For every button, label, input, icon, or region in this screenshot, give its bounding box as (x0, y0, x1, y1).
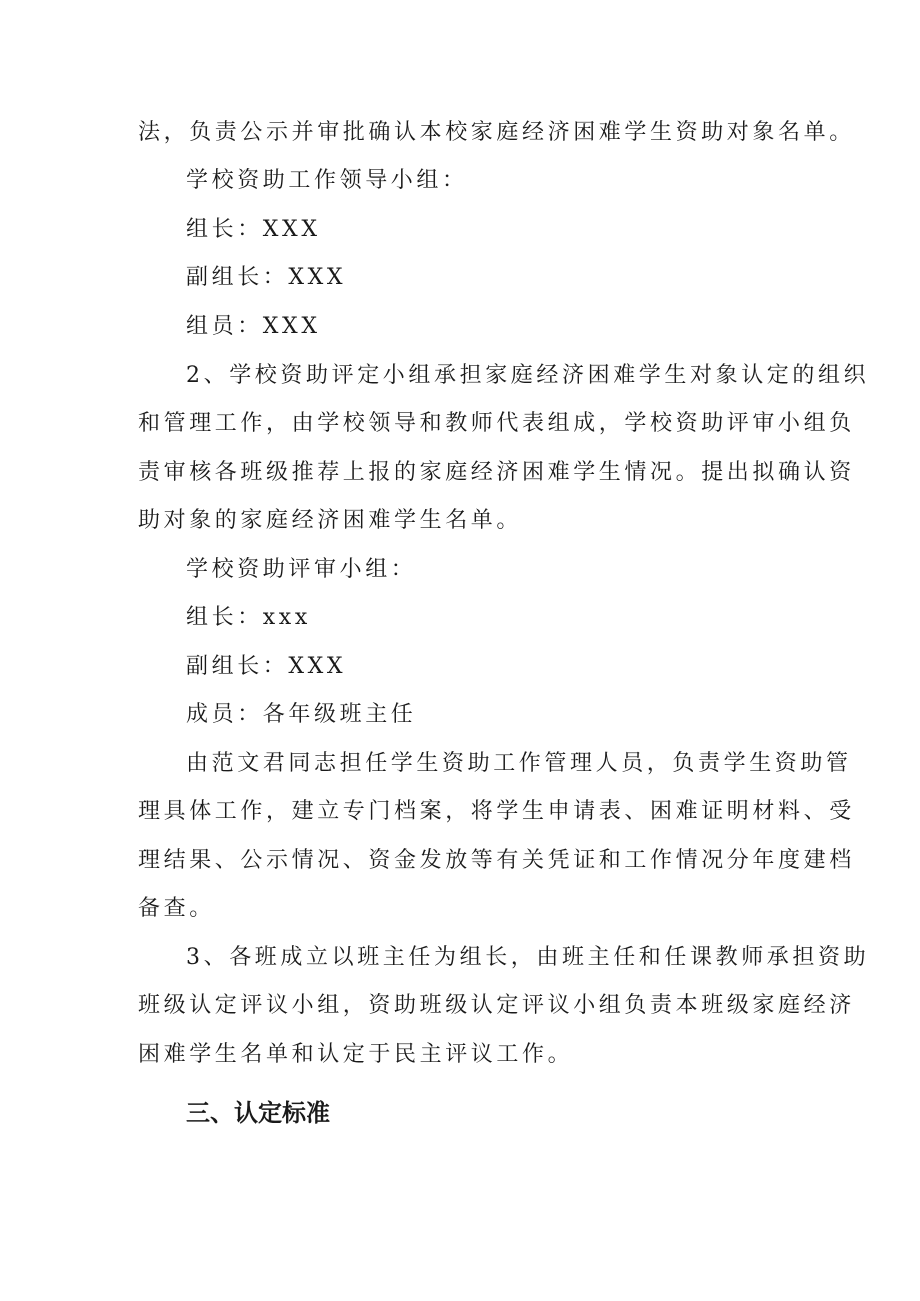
paragraph-line: 和管理工作，由学校领导和教师代表组成，学校资助评审小组负 (138, 411, 855, 436)
leader-line: 组长：XXX (186, 217, 321, 242)
paragraph-line: 2、学校资助评定小组承担家庭经济困难学生对象认定的组织 (186, 363, 870, 388)
member-line: 组员：XXX (186, 314, 321, 339)
paragraph-line: 法，负责公示并审批确认本校家庭经济困难学生资助对象名单。 (138, 120, 855, 145)
leadership-group-title: 学校资助工作领导小组： (186, 168, 468, 193)
leader-line: 组长：xxx (186, 605, 311, 630)
paragraph-line: 理结果、公示情况、资金发放等有关凭证和工作情况分年度建档 (138, 848, 855, 873)
paragraph-line: 班级认定评议小组，资助班级认定评议小组负责本班级家庭经济 (138, 993, 855, 1018)
paragraph-line: 理具体工作，建立专门档案，将学生申请表、困难证明材料、受 (138, 799, 855, 824)
review-group-title: 学校资助评审小组： (186, 557, 417, 582)
deputy-leader-line: 副组长：XXX (186, 265, 347, 290)
paragraph-line: 3、各班成立以班主任为组长，由班主任和任课教师承担资助 (186, 945, 870, 970)
paragraph-line: 困难学生名单和认定于民主评议工作。 (138, 1042, 574, 1067)
member-line: 成员：各年级班主任 (186, 702, 417, 727)
paragraph-line: 责审核各班级推荐上报的家庭经济困难学生情况。提出拟确认资 (138, 460, 855, 485)
section-heading: 三、认定标准 (186, 1099, 330, 1127)
paragraph-line: 由范文君同志担任学生资助工作管理人员，负责学生资助管 (186, 751, 852, 776)
paragraph-line: 助对象的家庭经济困难学生名单。 (138, 508, 523, 533)
paragraph-line: 备查。 (138, 896, 215, 921)
deputy-leader-line: 副组长：XXX (186, 654, 347, 679)
